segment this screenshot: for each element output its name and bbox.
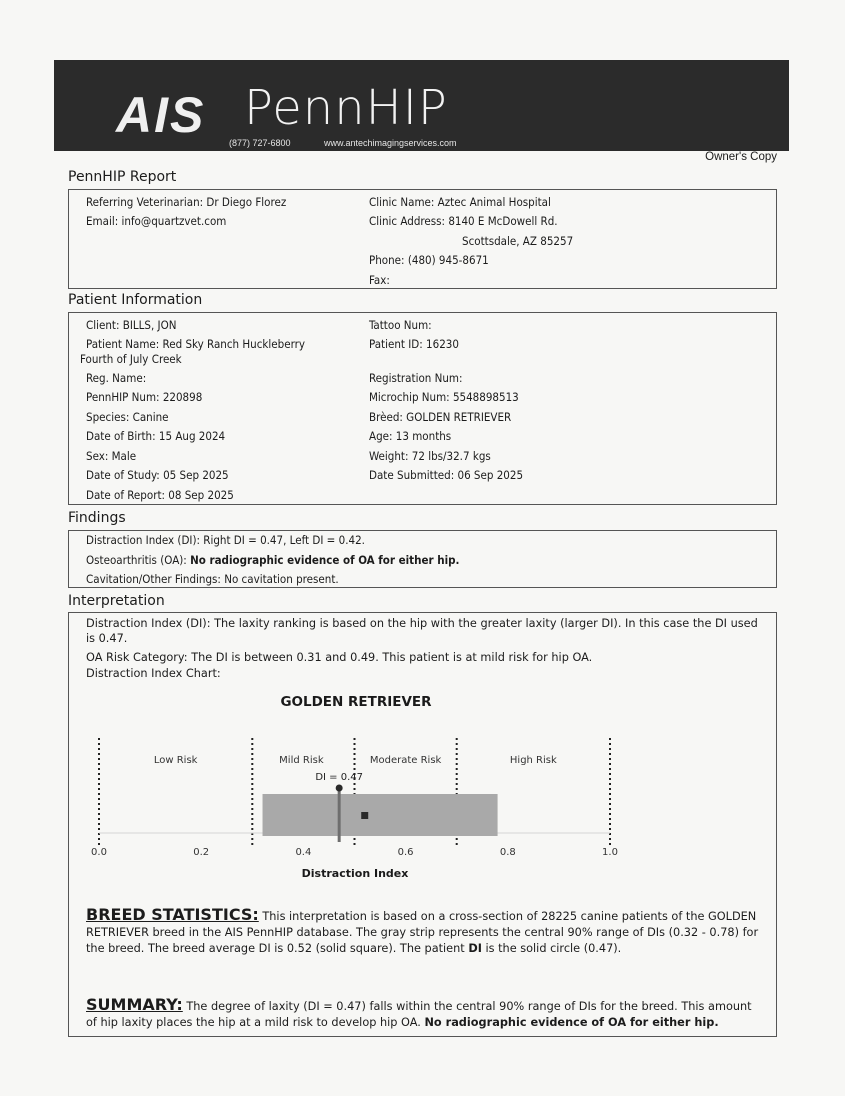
section-title-report: PennHIP Report	[68, 169, 177, 185]
client: Client: BILLS, JON	[86, 318, 177, 332]
header-banner	[54, 60, 789, 151]
risk-zone-label: Low Risk	[153, 755, 198, 766]
findings-box	[68, 530, 777, 588]
x-tick-label: 1.0	[602, 847, 618, 858]
patient-di-circle	[336, 785, 343, 792]
finding-oa-value: No radiographic evidence of OA for either hip.	[190, 553, 460, 567]
breed-statistics-end: is the solid circle (0.47).	[481, 942, 622, 955]
clinic-address: Clinic Address: 8140 E McDowell Rd.	[369, 214, 558, 228]
age: Age: 13 months	[369, 429, 452, 443]
finding-oa	[86, 553, 459, 567]
header-website[interactable]: www.antechimagingservices.com	[324, 138, 457, 148]
weight: Weight: 72 lbs/32.7 kgs	[369, 449, 491, 463]
section-title-patient: Patient Information	[68, 292, 203, 308]
clinic-name: Clinic Name: Aztec Animal Hospital	[369, 195, 551, 209]
referring-vet: Referring Veterinarian: Dr Diego Florez	[86, 195, 287, 209]
patient-name: Patient Name: Red Sky Ranch Huckleberry	[86, 337, 305, 351]
species: Species: Canine	[86, 410, 169, 424]
breed-statistics	[86, 907, 766, 957]
patient-name-cont: Fourth of July Creek	[80, 352, 182, 366]
x-tick-label: 0.4	[295, 847, 312, 858]
clinic-city: Scottsdale, AZ 85257	[462, 234, 574, 248]
clinic-phone: Phone: (480) 945-8671	[369, 253, 489, 267]
finding-di: Distraction Index (DI): Right DI = 0.47, Left DI = 0.42.	[86, 533, 365, 547]
clinic-fax: Fax:	[369, 273, 390, 287]
breed-statistics-text: This interpretation is based on a cross-section of 28225 canine patients of the GOLDEN RETRIEVER breed in the AIS PennHIP database. The gray strip represents the central 90% range of DIs (0.32 - 0.78) for the breed. The breed average DI is 0.52 (solid square). The patient	[86, 910, 759, 955]
chart-title: GOLDEN RETRIEVER	[280, 694, 432, 710]
patient-di-label: DI = 0.47	[315, 772, 363, 783]
x-tick-label: 0.6	[397, 847, 414, 858]
microchip-num: Microchip Num: 5548898513	[369, 390, 519, 404]
summary-text: The degree of laxity (DI = 0.47) falls within the central 90% range of DIs for the breed. This amount of hip laxity places the hip at a mild risk to develop hip OA.	[86, 1000, 752, 1029]
finding-oa-label: Osteoarthritis (OA):	[86, 553, 191, 567]
breed-range-strip	[263, 794, 498, 836]
patient-id: Patient ID: 16230	[369, 337, 459, 351]
finding-cavitation: Cavitation/Other Findings: No cavitation present.	[86, 572, 339, 586]
risk-zone-label: Moderate Risk	[369, 755, 442, 766]
distraction-index-chart	[0, 680, 845, 890]
patient-box	[68, 312, 777, 505]
x-axis-label: Distraction Index	[301, 867, 409, 880]
x-tick-label: 0.2	[193, 847, 210, 858]
breed-average-square	[361, 812, 368, 819]
pennhip-logo: PennHIP	[244, 80, 448, 136]
interp-di-text: Distraction Index (DI): The laxity ranking is based on the hip with the greater laxity (larger DI). In this case the DI used is 0.47.	[86, 617, 758, 645]
breed-statistics-di: DI	[468, 942, 482, 955]
interp-chart-label: Distraction Index Chart:	[86, 667, 221, 680]
breed-statistics-heading: BREED STATISTICS:	[86, 905, 259, 924]
date-of-birth: Date of Birth: 15 Aug 2024	[86, 429, 226, 443]
sex: Sex: Male	[86, 449, 137, 463]
date-of-study: Date of Study: 05 Sep 2025	[86, 468, 229, 482]
risk-zone-label: Mild Risk	[279, 755, 324, 766]
tattoo-num: Tattoo Num:	[369, 318, 432, 332]
date-submitted: Date Submitted: 06 Sep 2025	[369, 468, 524, 482]
email: Email: info@quartzvet.com	[86, 214, 227, 228]
registration-num: Registration Num:	[369, 371, 463, 385]
ais-logo: AIS	[116, 87, 206, 143]
header-phone: (877) 727-6800	[229, 138, 291, 148]
reg-name: Reg. Name:	[86, 371, 147, 385]
x-tick-label: 0.0	[91, 847, 107, 858]
section-title-findings: Findings	[68, 510, 126, 526]
summary-heading: SUMMARY:	[86, 995, 183, 1014]
section-title-interpretation: Interpretation	[68, 593, 165, 609]
x-tick-label: 0.8	[499, 847, 516, 858]
owners-copy-label: Owner's Copy	[705, 151, 777, 163]
date-of-report: Date of Report: 08 Sep 2025	[86, 488, 234, 502]
interp-risk-text: OA Risk Category: The DI is between 0.31 and 0.49. This patient is at mild risk for hip OA.	[86, 651, 593, 664]
risk-zone-label: High Risk	[509, 755, 557, 766]
report-box	[68, 189, 777, 289]
summary-bold: No radiographic evidence of OA for either hip.	[424, 1016, 719, 1029]
breed: Brèed: GOLDEN RETRIEVER	[369, 410, 512, 424]
pennhip-num: PennHIP Num: 220898	[86, 390, 203, 404]
summary	[86, 997, 766, 1031]
